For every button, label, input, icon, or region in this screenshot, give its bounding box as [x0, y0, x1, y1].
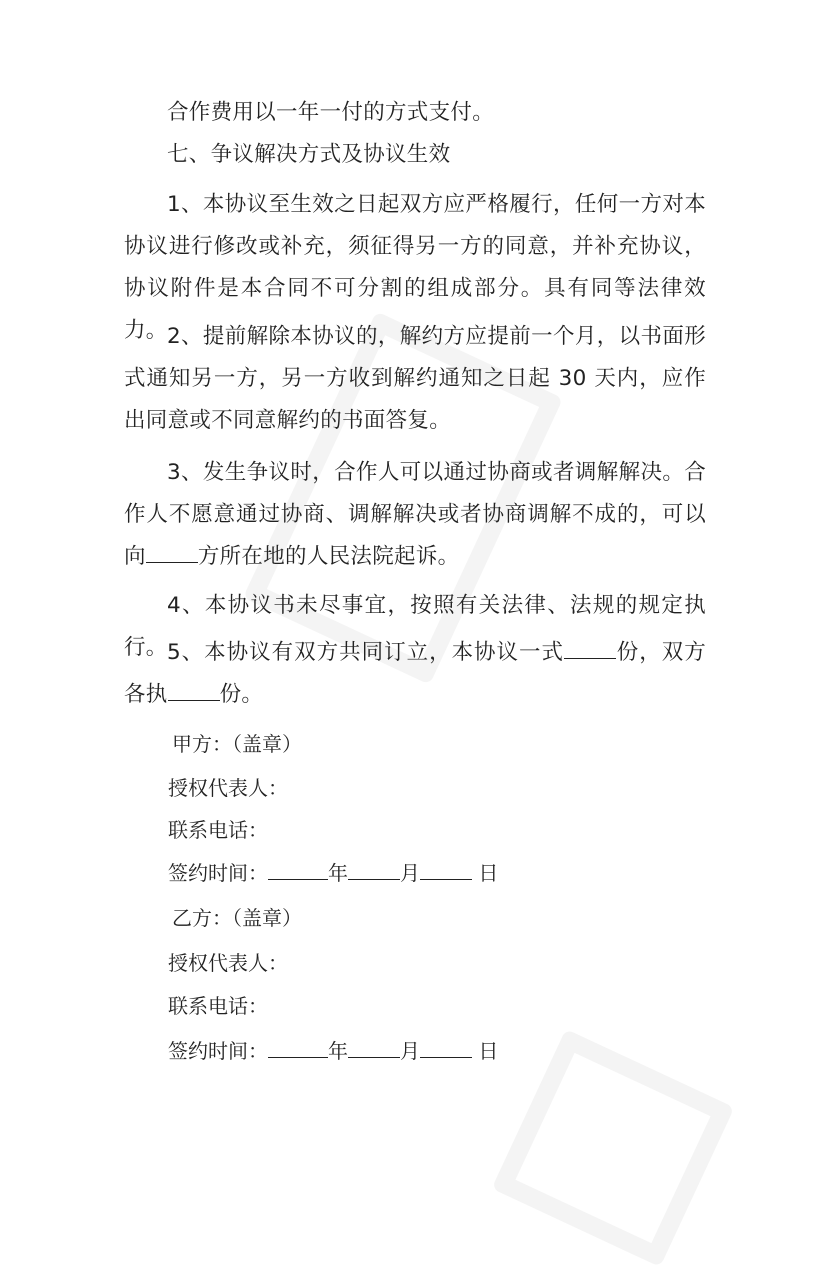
- blank-month[interactable]: [348, 1037, 400, 1058]
- clause-3-text-a: 3、发生争议时，合作人可以通过协商或者调解解决。合作人不愿意通过协商、调解解决或者协商调解不成的，可以向: [124, 460, 706, 569]
- party-a-representative: 授权代表人：: [168, 776, 288, 800]
- party-a-date: [168, 859, 498, 887]
- blank-copies-total[interactable]: [564, 638, 616, 659]
- blank-court-party[interactable]: [146, 542, 198, 563]
- paragraph-payment: 合作费用以一年一付的方式支付。: [167, 100, 495, 125]
- month-label: 月: [400, 1039, 420, 1063]
- party-b-representative: 授权代表人：: [168, 951, 288, 975]
- party-b-date: [168, 1037, 498, 1065]
- clause-1: 1、本协议至生效之日起双方应严格履行，任何一方对本协议进行修改或补充，须征得另一方的同意，并补充协议，协议附件是本合同不可分割的组成部分。具有同等法律效力。: [124, 192, 706, 343]
- clause-3-text-b: 方所在地的人民法院起诉。: [197, 544, 460, 569]
- clause-5: [124, 632, 706, 716]
- date-label: 签约时间：: [168, 861, 268, 885]
- blank-year[interactable]: [268, 859, 328, 880]
- party-a-title: 甲方：（盖章）: [172, 732, 302, 756]
- clause-3: [124, 452, 706, 578]
- blank-copies-each[interactable]: [168, 680, 220, 701]
- clause-4: 4、本协议书未尽事宜，按照有关法律、法规的规定执行。: [124, 593, 706, 660]
- party-b-title: 乙方：（盖章）: [172, 906, 302, 930]
- clause-2: 2、提前解除本协议的，解约方应提前一个月，以书面形式通知另一方，另一方收到解约通知之日起 30 天内，应作出同意或不同意解约的书面答复。: [124, 324, 706, 433]
- month-label: 月: [400, 861, 420, 885]
- clause-5-text-a: 5、本协议有双方共同订立，本协议一式: [167, 640, 565, 665]
- blank-day[interactable]: [420, 1037, 472, 1058]
- date-label: 签约时间：: [168, 1039, 268, 1063]
- blank-month[interactable]: [348, 859, 400, 880]
- blank-day[interactable]: [420, 859, 472, 880]
- day-label: 日: [478, 1039, 499, 1063]
- party-b-phone: 联系电话：: [168, 994, 268, 1018]
- day-label: 日: [478, 861, 499, 885]
- watermark: [492, 1029, 735, 1267]
- year-label: 年: [328, 861, 348, 885]
- blank-year[interactable]: [268, 1037, 328, 1058]
- party-a-phone: 联系电话：: [168, 818, 268, 842]
- section-heading-dispute: 七、争议解决方式及协议生效: [167, 142, 451, 167]
- clause-5-text-b: 份，双方各执: [124, 640, 706, 707]
- year-label: 年: [328, 1039, 348, 1063]
- clause-5-text-c: 份。: [219, 682, 264, 707]
